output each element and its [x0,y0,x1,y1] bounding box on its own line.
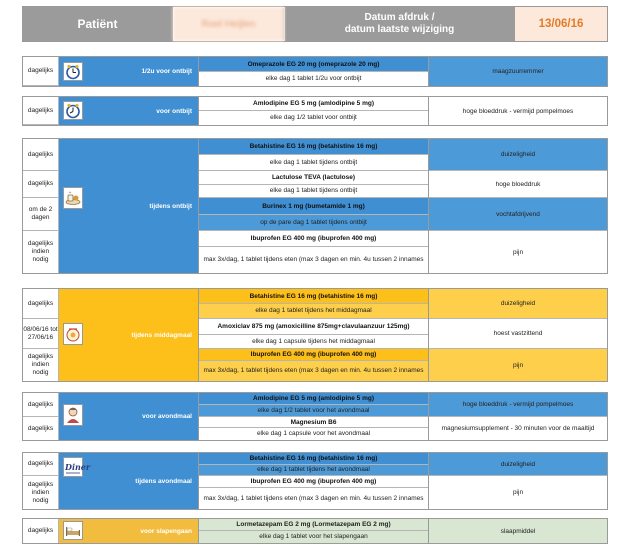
medication [199,453,429,476]
date-label-line2: datum laatste wijziging [344,24,455,35]
medication-instruction: elke dag 1/2 tablet voor ontbijt [199,111,428,125]
medication-reason: pijn [512,248,524,256]
block-before-breakfast [22,96,608,126]
block-half-hour-before-breakfast [22,56,608,87]
medication-instruction: elke dag 1 capsule tijdens het middagmaal [199,335,428,349]
frequency: dagelijks [23,57,59,86]
medication-reason: duizeligheid [429,289,607,319]
frequency: dagelijks indien nodig [23,349,59,381]
medication-reason: hoge bloeddruk - vermijd pompelmoes [462,107,574,115]
medication-instruction: max 3x/dag, 1 tablet tijdens eten (max 3 dagen en min. 4u tussen 2 innames [199,361,428,381]
medication-reason: vochtafdrijvend [429,198,607,231]
medication-name: Betahistine EG 16 mg (betahistine 16 mg) [199,139,428,155]
time-label: tijdens avondmaal [135,477,192,485]
medication-instruction: elke dag 1 tablet voor het slapengaan [199,531,428,543]
medication-reason: hoest vastzittend [429,319,607,349]
medication [199,519,429,543]
frequency: om de 2 dagen [23,198,59,231]
medication-instruction: max 3x/dag, 1 tablet tijdens eten (max 3 dagen en min. 4u tussen 2 innames [199,247,428,273]
medication [199,476,429,509]
time-cell [59,57,199,86]
medication [199,97,429,125]
medication-reason: duizeligheid [429,139,607,171]
medication-name: Amoxiclav 875 mg (amoxicilline 875mg+clavulaanzuur 125mg) [199,319,428,335]
medication-name: Betahistine EG 16 mg (betahistine 16 mg) [199,289,428,304]
medication-reason: maagzuurremmer [429,57,607,86]
medication [199,198,429,231]
block-during-breakfast [22,138,608,274]
medication-reason: pijn [512,489,524,496]
schedule-header [22,6,608,42]
medication [199,57,429,86]
frequency: dagelijks [23,171,59,198]
medication-instruction: max 3x/dag, 1 tablet tijdens eten (max 3 dagen en min. 4u tussen 2 innames [199,488,428,509]
clock-icon [63,62,83,81]
date-label [285,7,515,41]
medication [199,289,429,319]
frequency: dagelijks indien nodig [23,476,59,509]
svg-text:Diner: Diner [65,462,91,472]
medication [199,417,429,440]
block-before-dinner [22,392,608,441]
person-icon [63,404,83,426]
medication-instruction: op de pare dag 1 tablet tijdens ontbijt [199,215,428,231]
block-before-bed [22,518,608,544]
time-cell [59,453,199,509]
block-during-dinner [22,452,608,510]
frequency: dagelijks [23,393,59,417]
date-label-line1: Datum afdruk / [364,12,435,23]
clock-icon [63,101,83,120]
medication-name: Amlodipine EG 5 mg (amlodipine 5 mg) [199,97,428,111]
medication [199,319,429,349]
dinner-icon [63,457,91,477]
time-cell [59,139,199,273]
time-label: tijdens ontbijt [149,202,192,210]
medication-name: Lactulose TEVA (lactulose) [199,171,428,185]
medication [199,393,429,417]
medication-name: Magnesium B6 [199,417,428,428]
medication-instruction: elke dag 1/2 tablet voor het avondmaal [199,405,428,417]
frequency: 08/06/16 tot 27/06/16 [23,319,59,349]
medication-reason: hoge bloeddruk [429,171,607,198]
medication-instruction: elke dag 1 tablet 1/2u voor ontbijt [199,72,428,86]
medication-name: Ibuprofen EG 400 mg (ibuprofen 400 mg) [199,476,428,488]
lunch-icon [63,323,83,345]
frequency: dagelijks [23,453,59,476]
time-cell [59,393,199,440]
frequency: dagelijks indien nodig [23,231,59,273]
medication-instruction: elke dag 1 capsule voor het avondmaal [199,428,428,440]
medication-name: Betahistine EG 16 mg (betahistine 16 mg) [199,453,428,465]
patient-name: Roel Heijlen [173,7,285,41]
frequency: dagelijks [23,417,59,440]
medication-reason: magnesiumsupplement - 30 minuten voor de maaltijd [441,425,595,432]
medication-reason: duizeligheid [429,453,607,476]
medication [199,231,429,273]
medication [199,171,429,198]
medication-name: Lormetazepam EG 2 mg (Lormetazepam EG 2 mg) [199,519,428,531]
frequency: dagelijks [23,519,59,543]
time-cell [59,97,199,125]
medication [199,349,429,381]
time-label: voor ontbijt [156,107,192,115]
medication-instruction: elke dag 1 tablet tijdens ontbijt [199,155,428,171]
patient-label: Patiënt [23,7,173,41]
time-label: voor slapengaan [140,527,192,535]
medication-name: Omeprazole EG 20 mg (omeprazole 20 mg) [199,57,428,72]
frequency: dagelijks [23,97,59,125]
time-label: 1/2u voor ontbijt [141,68,192,75]
time-cell [59,519,199,543]
medication-reason: pijn [429,349,607,381]
medication-name: Ibuprofen EG 400 mg (ibuprofen 400 mg) [199,349,428,361]
time-label: tijdens middagmaal [131,331,192,339]
block-during-lunch [22,288,608,382]
medication-reason: hoge bloeddruk - vermijd pompelmoes [429,393,607,417]
medication-name: Amlodipine EG 5 mg (amlodipine 5 mg) [199,393,428,405]
medication-name: Burinex 1 mg (bumetamide 1 mg) [199,198,428,215]
medication-name: Ibuprofen EG 400 mg (ibuprofen 400 mg) [199,231,428,247]
time-cell [59,289,199,381]
print-date: 13/06/16 [515,7,607,41]
frequency: dagelijks [23,139,59,171]
medication [199,139,429,171]
medication-instruction: elke dag 1 tablet tijdens ontbijt [199,185,428,198]
medication-instruction: elke dag 1 tablet tijdens het middagmaal [199,304,428,319]
time-label: voor avondmaal [142,413,192,420]
frequency: dagelijks [23,289,59,319]
bed-icon [63,521,83,540]
medication-instruction: elke dag 1 tablet tijdens het avondmaal [199,465,428,476]
breakfast-icon [63,187,83,209]
medication-reason: slaapmiddel [429,519,607,543]
